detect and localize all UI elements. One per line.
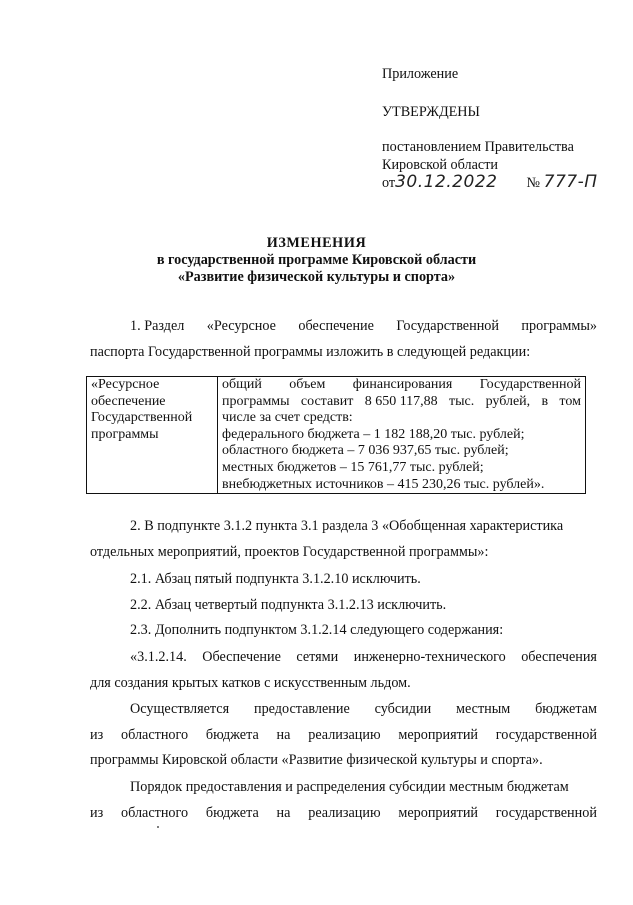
word: финансирования: [352, 377, 453, 392]
word: Государственной: [479, 377, 581, 392]
word: «Ресурсное: [206, 318, 276, 334]
item-2-2: 2.2. Абзац четвертый подпункта 3.1.2.13 исключить.: [130, 597, 447, 613]
cell-line: Государственной: [91, 410, 193, 426]
word: обеспечение: [298, 318, 374, 334]
word: мероприятий: [398, 805, 479, 821]
resource-table: [86, 376, 586, 494]
word: реализацию: [308, 727, 381, 743]
paragraph-2-line-1: 2. В подпункте 3.1.2 пункта 3.1 раздела 3 «Обобщенная характеристика: [130, 518, 564, 534]
document-subtitle-2: «Развитие физической культуры и спорта»: [177, 269, 456, 285]
decree-line-2: Кировской области: [382, 157, 498, 173]
word: обеспечения: [521, 649, 597, 665]
word: на: [276, 805, 291, 821]
cell-line: обеспечение: [91, 393, 166, 409]
word: общий: [222, 377, 262, 392]
order-line-1: Порядок предоставления и распределения субсидии местным бюджетам: [130, 779, 569, 795]
cell-line: областного бюджета – 7 036 937,65 тыс. рублей;: [222, 443, 509, 459]
paragraph-1-line-2: паспорта Государственной программы изложить в следующей редакции:: [90, 344, 531, 360]
number-prefix: №: [526, 175, 541, 191]
word: объем: [289, 377, 326, 392]
order-line-2: [90, 805, 597, 822]
scan-speck: [157, 826, 159, 828]
word: из: [90, 727, 104, 743]
word: бюджета: [205, 805, 259, 821]
word: областного: [120, 805, 189, 821]
word: программы: [222, 393, 290, 409]
word: областного: [120, 727, 189, 743]
word: из: [90, 805, 104, 821]
cell-line: федерального бюджета – 1 182 188,20 тыс. рублей;: [222, 426, 525, 442]
cell-line: числе за счет средств:: [222, 410, 353, 426]
word: Государственной: [396, 318, 499, 334]
item-2-1: 2.1. Абзац пятый подпункта 3.1.2.10 исключить.: [130, 571, 421, 587]
word: мероприятий: [398, 727, 479, 743]
document-title: ИЗМЕНЕНИЯ: [266, 235, 367, 251]
quote-line-1: [130, 649, 597, 666]
table-cell-value: [218, 377, 586, 494]
word: Осуществляется: [130, 701, 230, 717]
table-row: [87, 377, 586, 494]
word: 1. Раздел: [130, 318, 185, 334]
document-subtitle-1: в государственной программе Кировской области: [156, 252, 477, 268]
handwritten-number: 777-П: [543, 172, 598, 192]
cell-line: внебюджетных источников – 415 230,26 тыс. рублей».: [222, 476, 545, 492]
word: сетями: [296, 649, 339, 665]
word: том: [559, 393, 581, 409]
paragraph-2-line-2: отдельных мероприятий, проектов Государственной программы»:: [90, 544, 489, 560]
subsidy-line-1: [130, 701, 597, 718]
cell-line: программы: [91, 426, 159, 442]
cell-line: «Ресурсное: [91, 377, 160, 392]
word: программы»: [521, 318, 597, 334]
word: местным: [456, 701, 511, 717]
table-cell-label: [87, 377, 218, 494]
word: на: [276, 727, 291, 743]
cell-line: [222, 377, 581, 394]
decree-line-1: постановлением Правительства: [382, 139, 574, 155]
word: государственной: [495, 727, 597, 743]
handwritten-date: 30.12.2022: [395, 172, 498, 192]
appendix-label: Приложение: [382, 66, 459, 82]
word: Обеспечение: [202, 649, 281, 665]
word: в: [541, 393, 549, 409]
cell-line: местных бюджетов – 15 761,77 тыс. рублей;: [222, 459, 484, 475]
date-prefix: от: [382, 175, 396, 191]
word: рублей,: [485, 393, 531, 409]
word: реализацию: [308, 805, 381, 821]
word: бюджетам: [535, 701, 597, 717]
word: тыс.: [449, 393, 475, 409]
date-number-line: [382, 172, 598, 192]
paragraph-1-line-1: [130, 318, 597, 335]
word: составит: [300, 393, 354, 409]
word: бюджета: [205, 727, 259, 743]
word: 8 650 117,88: [364, 393, 438, 409]
subsidy-line-3: программы Кировской области «Развитие физической культуры и спорта».: [90, 752, 543, 768]
cell-line: [222, 394, 581, 411]
quote-line-2: для создания крытых катков с искусственным льдом.: [90, 675, 411, 691]
word: «3.1.2.14.: [130, 649, 187, 665]
word: субсидии: [374, 701, 432, 717]
word: инженерно-технического: [353, 649, 506, 665]
subsidy-line-2: [90, 727, 597, 744]
word: предоставление: [253, 701, 350, 717]
item-2-3: 2.3. Дополнить подпунктом 3.1.2.14 следующего содержания:: [130, 622, 504, 638]
approved-label: УТВЕРЖДЕНЫ: [382, 104, 480, 120]
word: государственной: [495, 805, 597, 821]
